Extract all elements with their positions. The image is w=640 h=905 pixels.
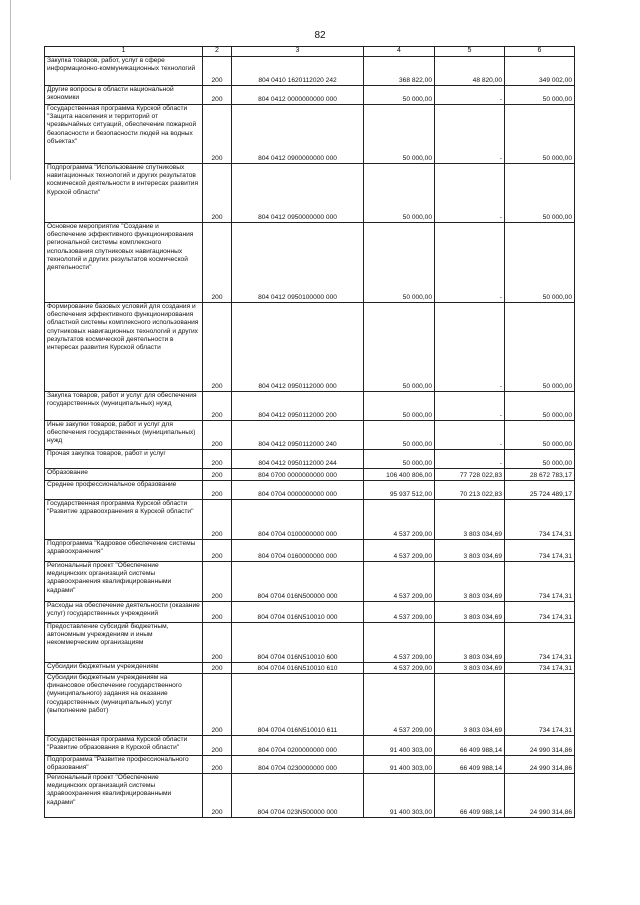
row-name: Субсидии бюджетным учреждениям — [45, 663, 203, 674]
row-amount-6: 50 000,00 — [505, 450, 575, 469]
row-amount-5: - — [435, 392, 505, 421]
row-name: Иные закупки товаров, работ и услуг для обеспечения государственных (муниципальных) нужд — [45, 421, 203, 450]
row-col2: 200 — [203, 540, 232, 562]
row-code: 804 0704 016N510010 610 — [232, 663, 364, 674]
table-row — [45, 450, 575, 469]
header-col-5: 5 — [435, 47, 505, 57]
table-row — [45, 774, 575, 818]
row-col2: 200 — [203, 602, 232, 623]
row-amount-4: 50 000,00 — [364, 421, 435, 450]
row-amount-5: 77 728 022,83 — [435, 469, 505, 481]
row-col2: 200 — [203, 392, 232, 421]
row-amount-5: - — [435, 223, 505, 303]
row-amount-4: 50 000,00 — [364, 164, 435, 223]
row-col2: 200 — [203, 663, 232, 674]
table-row — [45, 540, 575, 562]
row-amount-5: 66 409 988,14 — [435, 774, 505, 818]
table-header-row — [45, 47, 575, 57]
row-amount-4: 50 000,00 — [364, 450, 435, 469]
table-body — [45, 57, 575, 818]
row-code: 804 0704 0000000000 000 — [232, 481, 364, 500]
table-row — [45, 500, 575, 540]
row-amount-6: 734 174,31 — [505, 500, 575, 540]
table-row — [45, 57, 575, 86]
row-col2: 200 — [203, 164, 232, 223]
header-col-3: 3 — [232, 47, 364, 57]
row-amount-5: - — [435, 303, 505, 392]
row-amount-5: 48 820,00 — [435, 57, 505, 86]
row-amount-6: 28 672 783,17 — [505, 469, 575, 481]
table-row — [45, 105, 575, 164]
binder-mark — [10, 0, 11, 180]
row-amount-5: 66 409 988,14 — [435, 736, 505, 756]
row-amount-4: 106 400 806,00 — [364, 469, 435, 481]
row-amount-4: 50 000,00 — [364, 86, 435, 105]
row-amount-5: 3 803 034,69 — [435, 663, 505, 674]
row-code: 804 0704 016N510010 000 — [232, 602, 364, 623]
header-col-6: 6 — [505, 47, 575, 57]
row-col2: 200 — [203, 450, 232, 469]
row-amount-5: 3 803 034,69 — [435, 602, 505, 623]
row-code: 804 0704 0200000000 000 — [232, 736, 364, 756]
row-col2: 200 — [203, 303, 232, 392]
row-code: 804 0704 016N500000 000 — [232, 562, 364, 602]
row-name: Государственная программа Курской области "Защита населения и территорий от чрезвычайных ситуаций, обеспечение пожарной безопасности и безопасности людей на водных объектах" — [45, 105, 203, 164]
row-amount-4: 91 400 303,00 — [364, 756, 435, 774]
row-col2: 200 — [203, 105, 232, 164]
table-row — [45, 223, 575, 303]
row-amount-6: 50 000,00 — [505, 421, 575, 450]
row-col2: 200 — [203, 469, 232, 481]
row-amount-4: 91 400 303,00 — [364, 774, 435, 818]
row-amount-4: 91 400 303,00 — [364, 736, 435, 756]
row-amount-6: 50 000,00 — [505, 303, 575, 392]
row-amount-5: 3 803 034,69 — [435, 562, 505, 602]
table-row — [45, 303, 575, 392]
row-amount-6: 24 990 314,86 — [505, 756, 575, 774]
row-amount-5: - — [435, 105, 505, 164]
row-amount-4: 4 537 209,00 — [364, 674, 435, 736]
row-name: Подпрограмма "Кадровое обеспечение системы здравоохранения" — [45, 540, 203, 562]
row-amount-6: 24 990 314,86 — [505, 736, 575, 756]
row-code: 804 0700 0000000000 000 — [232, 469, 364, 481]
row-amount-4: 4 537 209,00 — [364, 562, 435, 602]
row-amount-5: 66 409 988,14 — [435, 756, 505, 774]
row-name: Прочая закупка товаров, работ и услуг — [45, 450, 203, 469]
table-row — [45, 674, 575, 736]
row-name: Региональный проект "Обеспечение медицинских организаций системы здравоохранения квалифицированными кадрами" — [45, 774, 203, 818]
row-col2: 200 — [203, 223, 232, 303]
row-col2: 200 — [203, 421, 232, 450]
row-name: Расходы на обеспечение деятельности (оказание услуг) государственных учреждений — [45, 602, 203, 623]
row-code: 804 0704 0100000000 000 — [232, 500, 364, 540]
row-code: 804 0704 0160000000 000 — [232, 540, 364, 562]
row-code: 804 0704 016N510010 611 — [232, 674, 364, 736]
row-col2: 200 — [203, 562, 232, 602]
row-name: Региональный проект "Обеспечение медицинских организаций системы здравоохранения квалифицированными кадрами" — [45, 562, 203, 602]
row-name: Предоставление субсидий бюджетным, автономным учреждениям и иным некоммерческим организациям — [45, 623, 203, 663]
row-amount-6: 50 000,00 — [505, 223, 575, 303]
row-col2: 200 — [203, 57, 232, 86]
row-code: 804 0412 0950100000 000 — [232, 223, 364, 303]
row-code: 804 0704 0230000000 000 — [232, 756, 364, 774]
row-amount-6: 25 724 489,17 — [505, 481, 575, 500]
row-col2: 200 — [203, 481, 232, 500]
row-name: Среднее профессиональное образование — [45, 481, 203, 500]
row-name: Подпрограмма "Развитие профессионального образования" — [45, 756, 203, 774]
header-col-2: 2 — [203, 47, 232, 57]
row-amount-4: 368 822,00 — [364, 57, 435, 86]
row-code: 804 0412 0950112000 200 — [232, 392, 364, 421]
table-row — [45, 421, 575, 450]
table-row — [45, 623, 575, 663]
row-amount-6: 734 174,31 — [505, 540, 575, 562]
row-code: 804 0412 0950000000 000 — [232, 164, 364, 223]
row-amount-5: 70 213 022,83 — [435, 481, 505, 500]
row-col2: 200 — [203, 774, 232, 818]
row-amount-6: 349 002,00 — [505, 57, 575, 86]
row-amount-5: 3 803 034,69 — [435, 540, 505, 562]
row-col2: 200 — [203, 86, 232, 105]
row-code: 804 0412 0000000000 000 — [232, 86, 364, 105]
row-name: Закупка товаров, работ и услуг для обеспечения государственных (муниципальных) нужд — [45, 392, 203, 421]
table-row — [45, 392, 575, 421]
row-code: 804 0410 1620112020 242 — [232, 57, 364, 86]
row-code: 804 0412 0950112000 244 — [232, 450, 364, 469]
header-col-4: 4 — [364, 47, 435, 57]
row-amount-4: 4 537 209,00 — [364, 602, 435, 623]
table-row — [45, 736, 575, 756]
row-amount-5: 3 803 034,69 — [435, 500, 505, 540]
row-col2: 200 — [203, 674, 232, 736]
table-row — [45, 469, 575, 481]
row-amount-6: 50 000,00 — [505, 86, 575, 105]
row-name: Образование — [45, 469, 203, 481]
row-name: Государственная программа Курской области "Развитие здравоохранения в Курской области" — [45, 500, 203, 540]
row-name: Другие вопросы в области национальной экономики — [45, 86, 203, 105]
row-amount-4: 4 537 209,00 — [364, 663, 435, 674]
table-row — [45, 481, 575, 500]
row-col2: 200 — [203, 623, 232, 663]
table-row — [45, 562, 575, 602]
header-col-1: 1 — [45, 47, 203, 57]
row-code: 804 0704 023N500000 000 — [232, 774, 364, 818]
budget-table — [44, 46, 575, 818]
table-row — [45, 663, 575, 674]
row-col2: 200 — [203, 736, 232, 756]
row-amount-4: 95 937 512,00 — [364, 481, 435, 500]
row-amount-5: - — [435, 164, 505, 223]
row-name: Формирование базовых условий для создания и обеспечения эффективного функционирования областной системы комплексного использования спутниковых навигационных технологий и других результатов космической деятельности в интересах развития Курской области — [45, 303, 203, 392]
row-amount-6: 50 000,00 — [505, 105, 575, 164]
row-amount-6: 734 174,31 — [505, 602, 575, 623]
row-col2: 200 — [203, 500, 232, 540]
row-amount-5: - — [435, 421, 505, 450]
row-amount-5: - — [435, 86, 505, 105]
row-code: 804 0412 0950112000 000 — [232, 303, 364, 392]
table-row — [45, 86, 575, 105]
row-name: Основное мероприятие "Создание и обеспечение эффективного функционирования региональной системы комплексного использования спутниковых навигационных технологий и других результатов космической деятельности" — [45, 223, 203, 303]
table-row — [45, 756, 575, 774]
row-amount-6: 734 174,31 — [505, 562, 575, 602]
table-row — [45, 602, 575, 623]
row-code: 804 0704 016N510010 600 — [232, 623, 364, 663]
row-amount-6: 734 174,31 — [505, 623, 575, 663]
row-amount-4: 4 537 209,00 — [364, 500, 435, 540]
row-amount-4: 4 537 209,00 — [364, 540, 435, 562]
row-name: Субсидии бюджетным учреждениям на финансовое обеспечение государственного (муниципального) задания на оказание государственных (муниципальных) услуг (выполнение работ) — [45, 674, 203, 736]
row-amount-4: 50 000,00 — [364, 392, 435, 421]
row-amount-6: 734 174,31 — [505, 663, 575, 674]
page-number: 82 — [314, 30, 326, 41]
row-amount-6: 50 000,00 — [505, 392, 575, 421]
row-name: Государственная программа Курской области "Развитие образования в Курской области" — [45, 736, 203, 756]
row-amount-4: 4 537 209,00 — [364, 623, 435, 663]
row-amount-4: 50 000,00 — [364, 105, 435, 164]
row-name: Закупка товаров, работ, услуг в сфере информационно-коммуникационных технологий — [45, 57, 203, 86]
row-amount-6: 734 174,31 — [505, 674, 575, 736]
row-amount-6: 24 990 314,86 — [505, 774, 575, 818]
row-code: 804 0412 0950112000 240 — [232, 421, 364, 450]
table-row — [45, 164, 575, 223]
row-code: 804 0412 0900000000 000 — [232, 105, 364, 164]
row-amount-5: 3 803 034,69 — [435, 674, 505, 736]
row-amount-4: 50 000,00 — [364, 303, 435, 392]
row-amount-6: 50 000,00 — [505, 164, 575, 223]
row-col2: 200 — [203, 756, 232, 774]
row-amount-5: - — [435, 450, 505, 469]
row-amount-5: 3 803 034,69 — [435, 623, 505, 663]
row-amount-4: 50 000,00 — [364, 223, 435, 303]
row-name: Подпрограмма "Использование спутниковых навигационных технологий и других результатов космической деятельности в интересах развития Курской области" — [45, 164, 203, 223]
